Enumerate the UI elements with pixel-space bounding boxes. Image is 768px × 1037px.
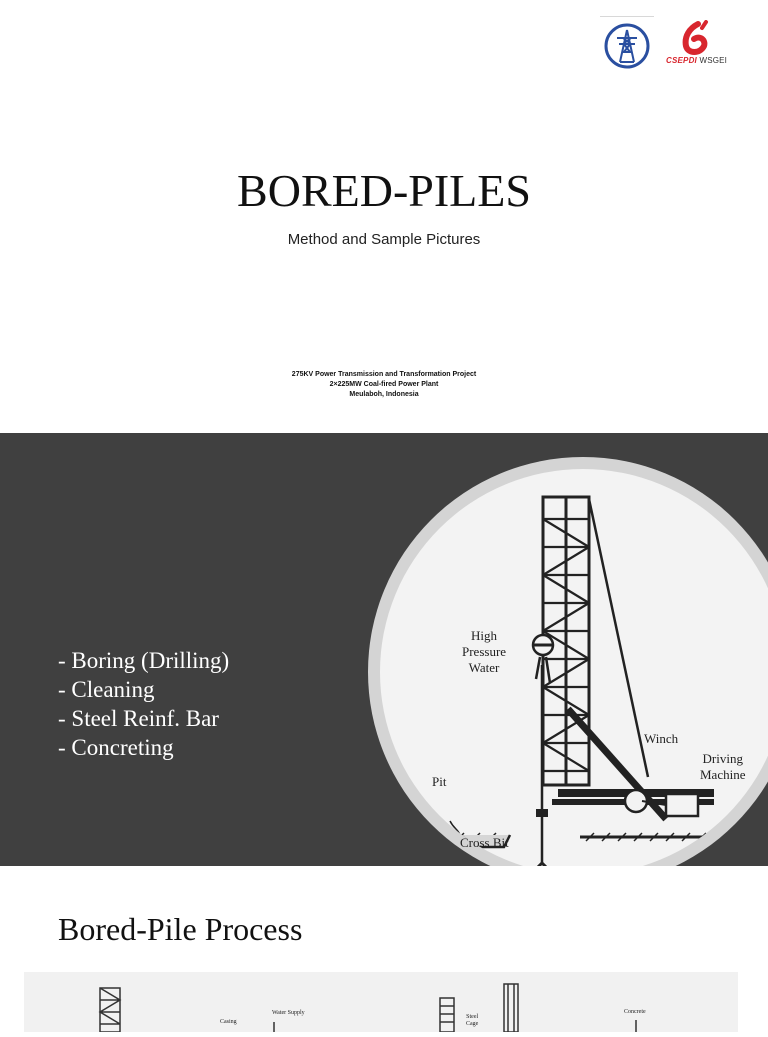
pit-label: Pit <box>432 774 447 789</box>
project-line: Meulaboh, Indonesia <box>349 391 419 398</box>
process-illustration <box>24 972 738 1032</box>
label-line: Steel <box>466 1014 479 1020</box>
list-item: - Cleaning <box>58 677 155 702</box>
label-line: Driving <box>702 751 743 766</box>
boring-rig-illustration <box>380 469 768 866</box>
winch-label: Winch <box>644 731 679 746</box>
list-item: - Steel Reinf. Bar <box>58 706 219 731</box>
high-pressure-water-label <box>462 628 506 676</box>
wsgei-brand: WSGEI <box>699 56 728 65</box>
logo-divider <box>600 16 654 17</box>
method-slide <box>0 433 768 866</box>
driving-machine-label <box>700 751 745 783</box>
slide-title: BORED-PILES <box>237 165 531 216</box>
process-title: Bored-Pile Process <box>58 911 303 947</box>
label-line: High <box>471 628 498 643</box>
label-line: Machine <box>700 767 746 782</box>
project-line: 2×225MW Coal-fired Power Plant <box>329 381 439 388</box>
label-line: Pressure <box>462 644 507 659</box>
slide-subtitle: Method and Sample Pictures <box>287 231 481 248</box>
cross-bit-label: Cross Bit <box>460 835 509 850</box>
method-steps-list <box>58 646 229 762</box>
steel-cage-label <box>466 1014 478 1028</box>
list-item: - Boring (Drilling) <box>58 648 230 673</box>
label-line: Water <box>468 660 500 675</box>
water-supply-label: Water Supply <box>272 1010 305 1016</box>
concrete-label: Concrete <box>624 1009 646 1015</box>
process-diagram <box>24 972 738 1032</box>
csepdi-brand: CSEPDI <box>666 56 697 65</box>
transmission-tower-logo-icon <box>603 22 651 70</box>
csepdi-logo-text <box>666 56 727 65</box>
list-item: - Concreting <box>58 735 174 760</box>
label-line: Cage <box>466 1021 479 1027</box>
process-slide <box>0 866 768 1027</box>
project-line: 275KV Power Transmission and Transformation Project <box>291 371 477 378</box>
title-slide <box>0 0 768 432</box>
boring-rig-diagram <box>380 469 768 866</box>
project-info <box>0 370 768 400</box>
casing-label: Casing <box>220 1019 237 1025</box>
